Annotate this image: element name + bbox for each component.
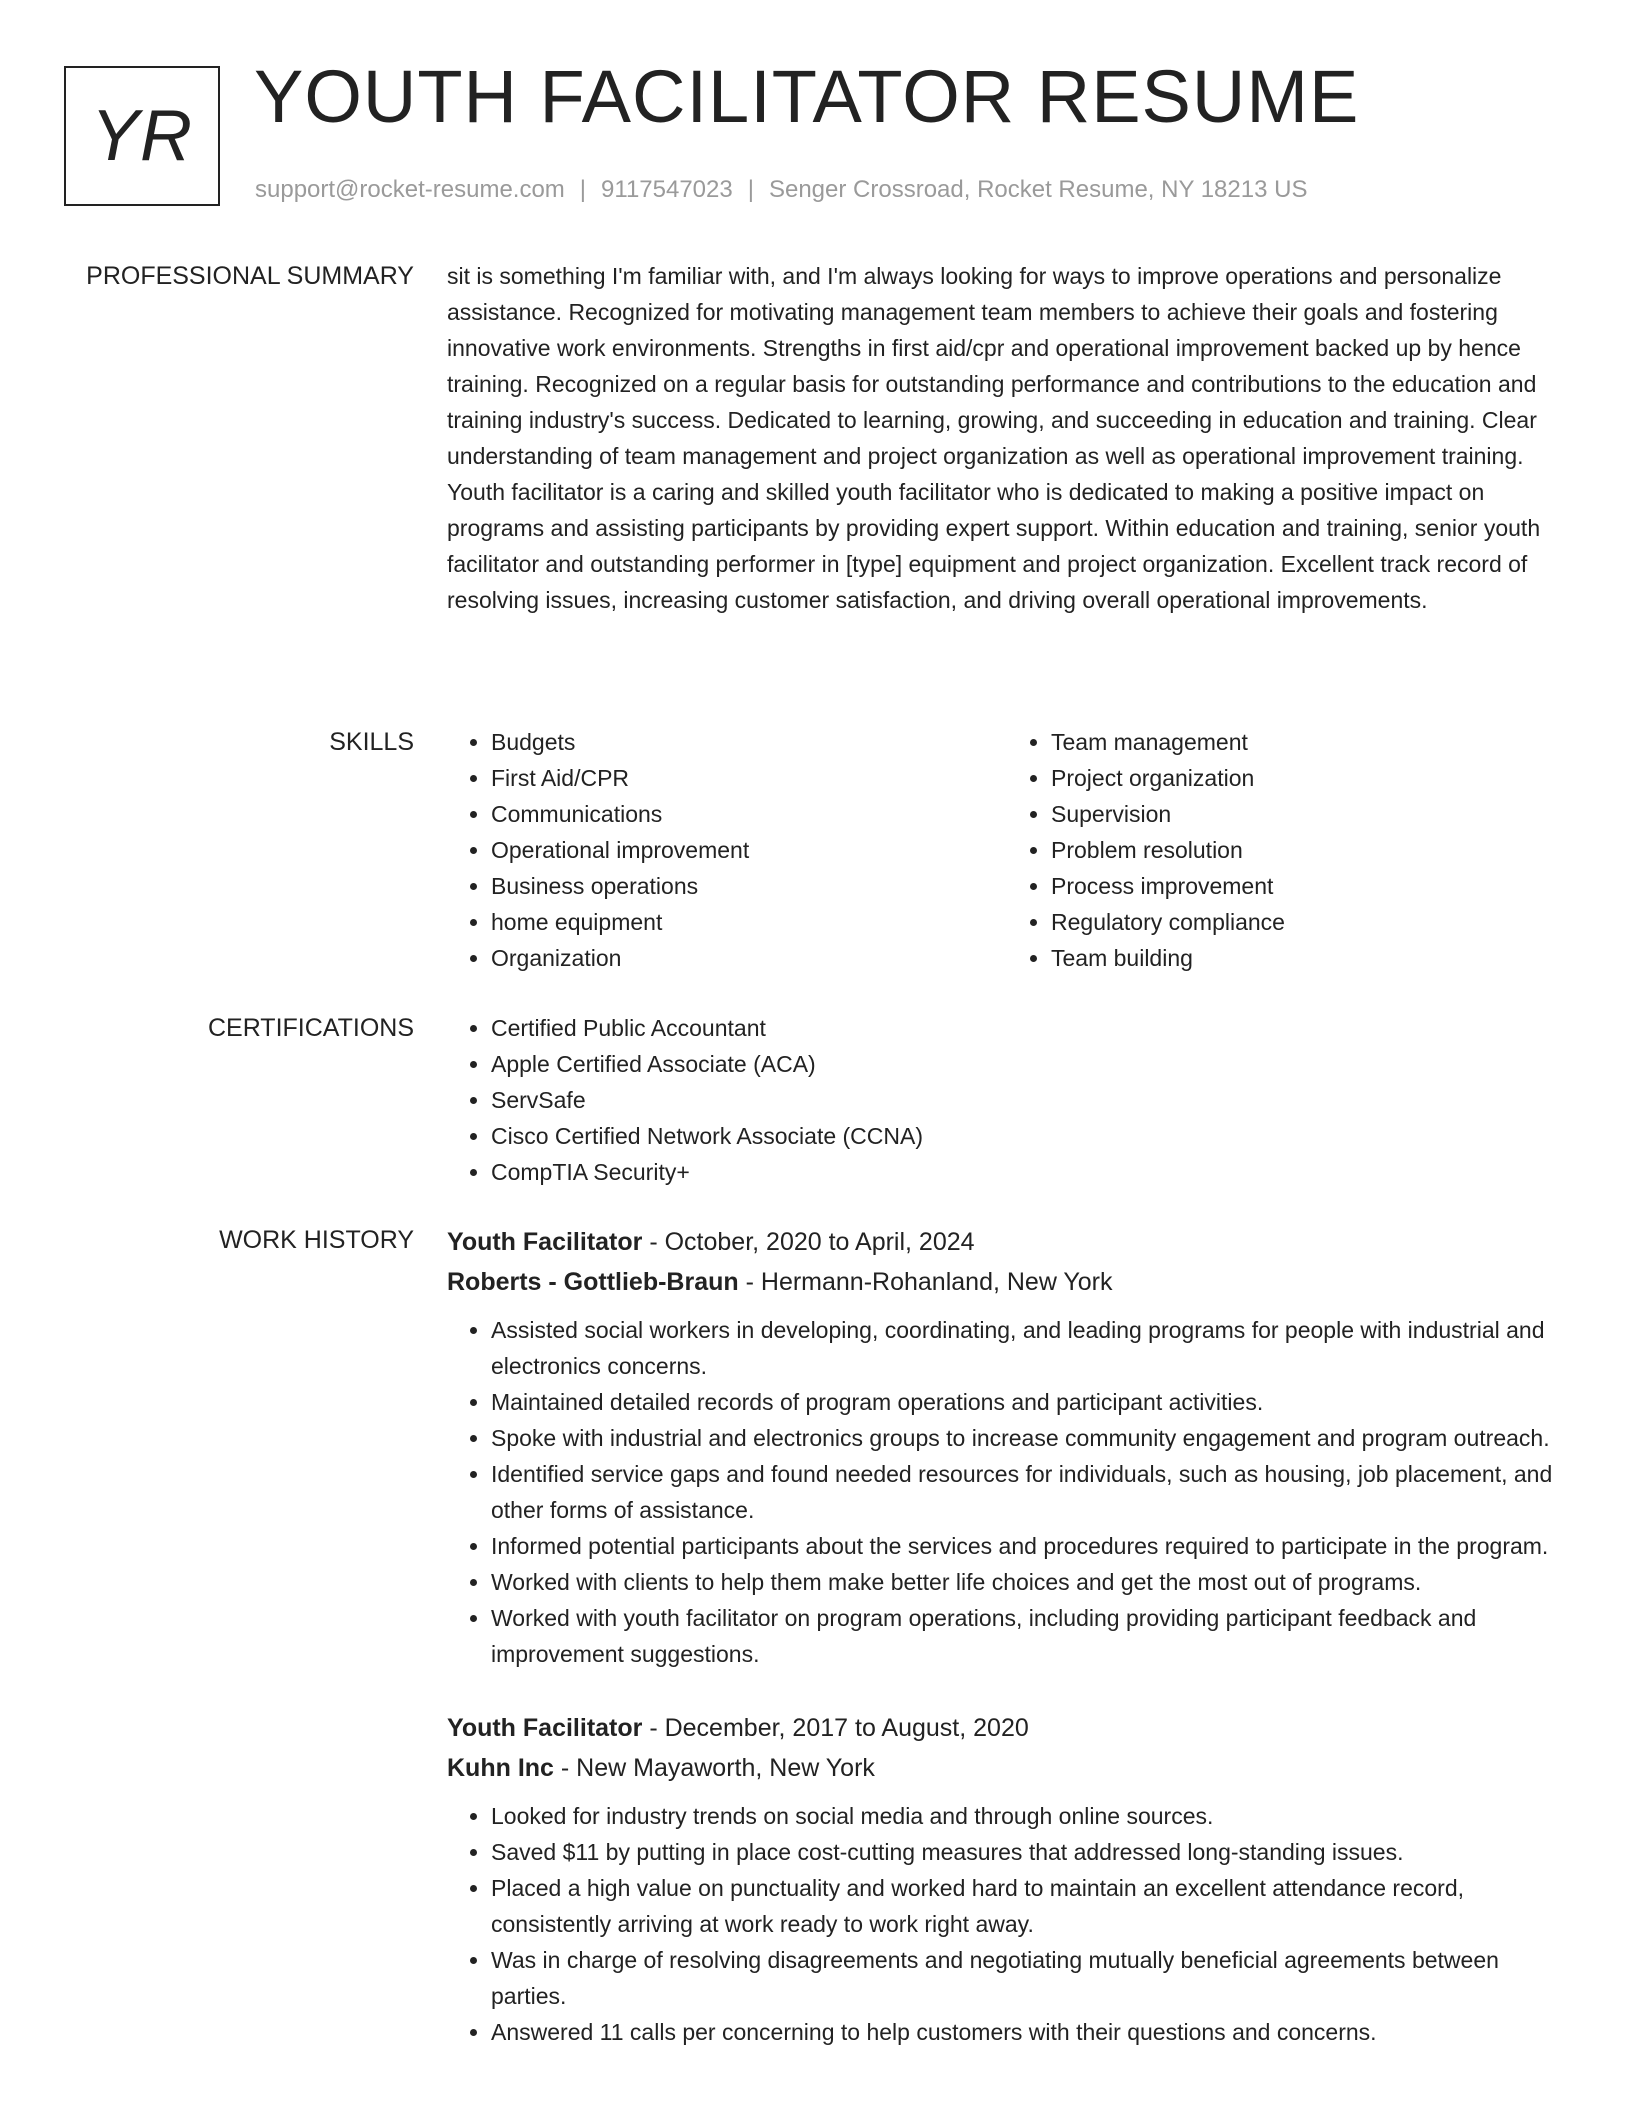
contact-email: support@rocket-resume.com <box>255 176 565 203</box>
skill-item: • Budgets <box>491 724 1007 760</box>
skills-list-right <box>1007 724 1567 976</box>
skill-item: • Project organization <box>1051 760 1567 796</box>
job-dates: - December, 2017 to August, 2020 <box>649 1714 1029 1742</box>
job-bullets <box>447 1798 1567 2050</box>
certification-item: • CompTIA Security+ <box>491 1154 1567 1190</box>
skill-item: • home equipment <box>491 904 1007 940</box>
job-bullet: • Informed potential participants about the services and procedures required to participate in the program. <box>491 1528 1567 1564</box>
job-location: - Hermann-Rohanland, New York <box>745 1268 1113 1296</box>
summary-text: sit is something I'm familiar with, and I'm always looking for ways to improve operations and personalize assistance. Recognized for motivating management team members to achieve their goals and fostering innovative work environments. Strengths in first aid/cpr and operational improvement backed up by hence training. Recognized on a regular basis for outstanding performance and contributions to the education and training industry's success. Dedicated to learning, growing, and succeeding in education and training. Clear understanding of team management and project organization as well as operational improvement training. Youth facilitator is a caring and skilled youth facilitator who is dedicated to making a positive impact on programs and assisting participants by providing expert support. Within education and training, senior youth facilitator and outstanding performer in [type] equipment and project organization. Excellent track record of resolving issues, increasing customer satisfaction, and driving overall operational improvements. <box>447 263 1541 613</box>
resume-title: YOUTH FACILITATOR RESUME <box>254 55 1360 138</box>
skill-item: • Team building <box>1051 940 1567 976</box>
job-bullet: • Was in charge of resolving disagreements and negotiating mutually beneficial agreements between parties. <box>491 1942 1567 2014</box>
job-spacer <box>447 1672 1567 1708</box>
job-title-line <box>447 1222 1567 1262</box>
skills-body <box>447 724 1567 976</box>
job-entry <box>447 1708 1567 2050</box>
work-history-heading: WORK HISTORY <box>219 1226 414 1254</box>
certification-item: • Certified Public Accountant <box>491 1010 1567 1046</box>
job-company: Roberts - Gottlieb-Braun <box>447 1268 739 1296</box>
job-bullets <box>447 1312 1567 1672</box>
job-bullet: • Worked with youth facilitator on program operations, including providing participant feedback and improvement suggestions. <box>491 1600 1567 1672</box>
skill-item: • Process improvement <box>1051 868 1567 904</box>
skills-heading: SKILLS <box>329 728 414 756</box>
work-history-body <box>447 1222 1567 2050</box>
certifications-body <box>447 1010 1567 1190</box>
certification-item: • Apple Certified Associate (ACA) <box>491 1046 1567 1082</box>
job-company-line <box>447 1262 1567 1302</box>
job-bullet: • Saved $11 by putting in place cost-cutting measures that addressed long-standing issues. <box>491 1834 1567 1870</box>
job-bullet: • Placed a high value on punctuality and worked hard to maintain an excellent attendance record, consistently arriving at work ready to work right away. <box>491 1870 1567 1942</box>
job-title: Youth Facilitator <box>447 1714 643 1742</box>
contact-separator: | <box>579 176 587 203</box>
job-bullet: • Maintained detailed records of program operations and participant activities. <box>491 1384 1567 1420</box>
job-bullet: • Answered 11 calls per concerning to help customers with their questions and concerns. <box>491 2014 1567 2050</box>
contact-line <box>255 176 1307 204</box>
contact-phone: 9117547023 <box>601 176 733 203</box>
monogram-initials: YR <box>90 96 194 176</box>
job-title: Youth Facilitator <box>447 1228 643 1256</box>
skill-item: • First Aid/CPR <box>491 760 1007 796</box>
job-bullet: • Assisted social workers in developing, coordinating, and leading programs for people with industrial and electronics concerns. <box>491 1312 1567 1384</box>
job-bullet: • Looked for industry trends on social media and through online sources. <box>491 1798 1567 1834</box>
skill-item: • Regulatory compliance <box>1051 904 1567 940</box>
job-dates: - October, 2020 to April, 2024 <box>649 1228 975 1256</box>
certification-item: • Cisco Certified Network Associate (CCNA) <box>491 1118 1567 1154</box>
contact-separator: | <box>747 176 754 203</box>
certifications-list <box>447 1010 1567 1190</box>
certifications-heading: CERTIFICATIONS <box>207 1014 414 1042</box>
monogram-badge <box>64 66 220 206</box>
summary-heading: PROFESSIONAL SUMMARY <box>86 262 414 290</box>
skill-item: • Supervision <box>1051 796 1567 832</box>
contact-address: Senger Crossroad, Rocket Resume, NY 18213 US <box>768 176 1308 203</box>
job-bullet: • Worked with clients to help them make better life choices and get the most out of programs. <box>491 1564 1567 1600</box>
skill-item: • Operational improvement <box>491 832 1007 868</box>
job-title-line <box>447 1708 1567 1748</box>
skill-item: • Communications <box>491 796 1007 832</box>
job-location: - New Mayaworth, New York <box>560 1754 875 1782</box>
certification-item: • ServSafe <box>491 1082 1567 1118</box>
job-company-line <box>447 1748 1567 1788</box>
skill-item: • Problem resolution <box>1051 832 1567 868</box>
skill-item: • Team management <box>1051 724 1567 760</box>
skill-item: • Business operations <box>491 868 1007 904</box>
job-entry <box>447 1222 1567 1672</box>
job-bullet: • Identified service gaps and found needed resources for individuals, such as housing, job placement, and other forms of assistance. <box>491 1456 1567 1528</box>
skills-list-left <box>447 724 1007 976</box>
job-company: Kuhn Inc <box>447 1754 554 1782</box>
skill-item: • Organization <box>491 940 1007 976</box>
job-bullet: • Spoke with industrial and electronics groups to increase community engagement and program outreach. <box>491 1420 1567 1456</box>
